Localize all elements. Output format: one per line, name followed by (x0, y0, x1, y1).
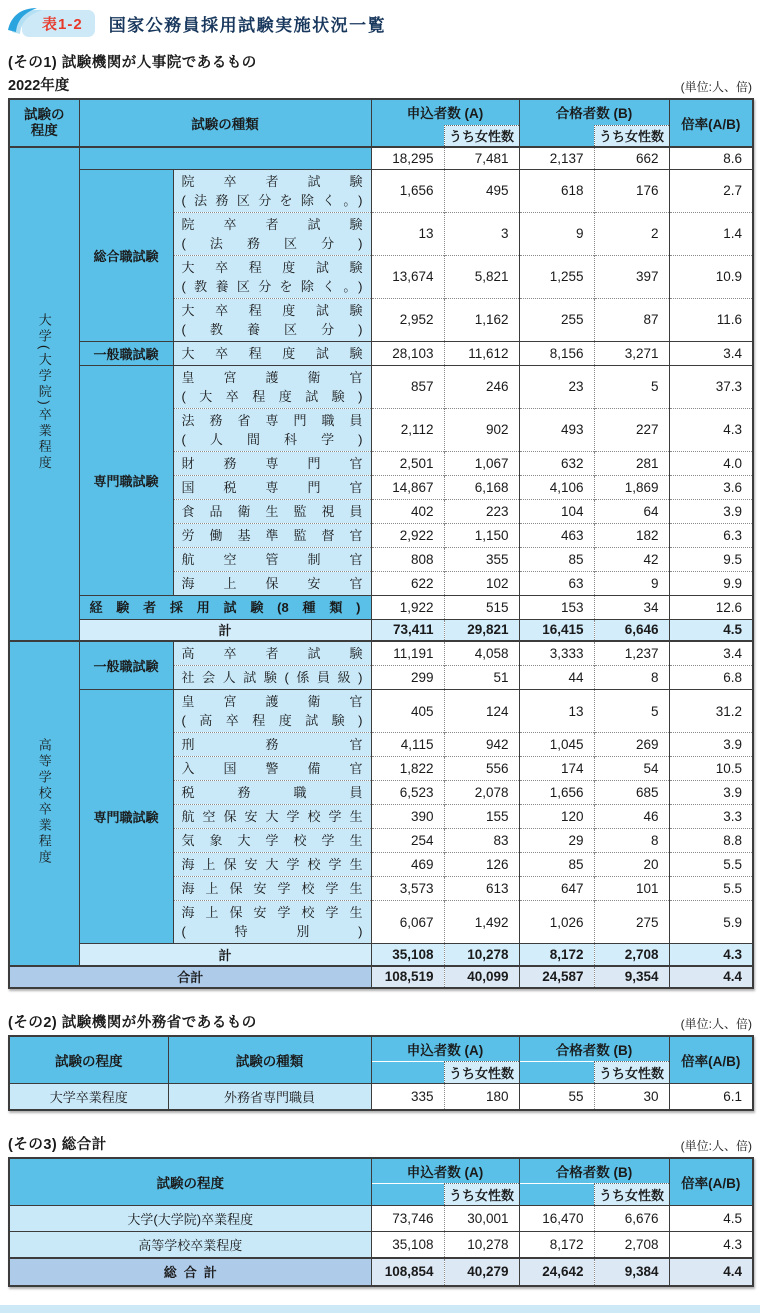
applicants-female: 10,278 (444, 944, 519, 966)
applicants: 405 (371, 690, 444, 733)
ratio: 4.4 (669, 1258, 753, 1286)
applicants-female: 1,162 (444, 298, 519, 341)
passers-female: 1,869 (594, 475, 669, 499)
header-female-applicants: うち女性数 (444, 1062, 519, 1084)
applicants: 2,112 (371, 408, 444, 451)
passers: 174 (519, 757, 594, 781)
exam-name-cell: 税務職員 (173, 781, 371, 805)
applicants-female: 613 (444, 877, 519, 901)
exam-name-cell: 大卒程度試験 (教養区分) (173, 298, 371, 341)
applicants: 808 (371, 547, 444, 571)
applicants: 390 (371, 805, 444, 829)
applicants-female: 556 (444, 757, 519, 781)
sogo-total-label-cell (79, 147, 371, 169)
passers: 29 (519, 829, 594, 853)
passers: 24,587 (519, 966, 594, 988)
applicants-female: 355 (444, 547, 519, 571)
applicants: 35,108 (371, 944, 444, 966)
header-row (9, 99, 753, 125)
header-ratio: 倍率(A/B) (669, 1036, 753, 1084)
applicants: 1,822 (371, 757, 444, 781)
ratio: 3.4 (669, 641, 753, 666)
applicants-female: 40,099 (444, 966, 519, 988)
passers: 618 (519, 169, 594, 212)
header-row (9, 1036, 753, 1062)
header-gap (371, 1062, 444, 1084)
exam-group-cell: 一般職試験 (79, 641, 173, 690)
table-row (9, 1206, 753, 1232)
applicants: 2,952 (371, 298, 444, 341)
passers: 24,642 (519, 1258, 594, 1286)
passers-female: 9,354 (594, 966, 669, 988)
passers-female: 3,271 (594, 341, 669, 365)
applicants: 73,746 (371, 1206, 444, 1232)
level-cell: 大学卒業程度 (9, 1084, 168, 1110)
ratio: 8.8 (669, 829, 753, 853)
exam-name-cell: 院卒者試験 (法務区分) (173, 212, 371, 255)
exam-name-cell: 高卒者試験 (173, 641, 371, 666)
applicants: 13,674 (371, 255, 444, 298)
header-gap (519, 1062, 594, 1084)
ratio: 1.4 (669, 212, 753, 255)
passers-female: 2 (594, 212, 669, 255)
applicants-female: 83 (444, 829, 519, 853)
passers-female: 42 (594, 547, 669, 571)
header-ratio: 倍率(A/B) (669, 1158, 753, 1206)
passers-female: 101 (594, 877, 669, 901)
ratio: 4.5 (669, 1206, 753, 1232)
header-gap (371, 125, 444, 147)
applicants-female: 4,058 (444, 641, 519, 666)
passers: 23 (519, 365, 594, 408)
exam-name-cell: 食品衛生監視員 (173, 499, 371, 523)
header-passers: 合格者数 (B) (519, 1158, 669, 1184)
ratio: 4.0 (669, 451, 753, 475)
applicants: 28,103 (371, 341, 444, 365)
section2-title: (その2) 試験機関が外務省であるもの (8, 1014, 257, 1031)
applicants-female: 902 (444, 408, 519, 451)
table-row (9, 595, 753, 619)
passers-female: 6,676 (594, 1206, 669, 1232)
table-row (9, 641, 753, 666)
unit-note: (単位:人、倍) (680, 1016, 752, 1031)
passers: 13 (519, 690, 594, 733)
ratio: 5.9 (669, 901, 753, 944)
passers-female: 2,708 (594, 1232, 669, 1258)
passers-female: 227 (594, 408, 669, 451)
level-cell: 高等学校卒業程度 (9, 641, 79, 966)
applicants-female: 6,168 (444, 475, 519, 499)
passers-female: 9 (594, 571, 669, 595)
applicants-female: 1,492 (444, 901, 519, 944)
passers: 104 (519, 499, 594, 523)
ratio: 4.3 (669, 408, 753, 451)
subtotal-row (9, 619, 753, 641)
passers: 16,415 (519, 619, 594, 641)
section1-title: (その1) 試験機関が人事院であるもの (8, 55, 257, 71)
ratio: 3.9 (669, 499, 753, 523)
applicants-female: 126 (444, 853, 519, 877)
grand-total-table (8, 1157, 754, 1287)
ratio: 10.5 (669, 757, 753, 781)
passers-female: 87 (594, 298, 669, 341)
ratio: 2.7 (669, 169, 753, 212)
passers: 255 (519, 298, 594, 341)
passers: 1,026 (519, 901, 594, 944)
table-row (9, 1232, 753, 1258)
exam-name-cell: 国税専門官 (173, 475, 371, 499)
applicants: 469 (371, 853, 444, 877)
passers: 85 (519, 547, 594, 571)
header-passers: 合格者数 (B) (519, 1036, 669, 1062)
applicants: 622 (371, 571, 444, 595)
passers-female: 281 (594, 451, 669, 475)
applicants: 402 (371, 499, 444, 523)
applicants-female: 495 (444, 169, 519, 212)
applicants: 1,656 (371, 169, 444, 212)
passers-female: 6,646 (594, 619, 669, 641)
passers-female: 9,384 (594, 1258, 669, 1286)
ratio: 5.5 (669, 853, 753, 877)
applicants: 13 (371, 212, 444, 255)
applicants-female: 942 (444, 733, 519, 757)
table-row (9, 1084, 753, 1110)
ratio: 12.6 (669, 595, 753, 619)
passers-female: 64 (594, 499, 669, 523)
exam-name-cell: 皇宮護衛官 (大卒程度試験) (173, 365, 371, 408)
grand-total-row (9, 1258, 753, 1286)
applicants-female: 10,278 (444, 1232, 519, 1258)
header-applicants: 申込者数 (A) (371, 1036, 519, 1062)
passers-female: 54 (594, 757, 669, 781)
applicants-female: 11,612 (444, 341, 519, 365)
passers: 85 (519, 853, 594, 877)
header-row (9, 1158, 753, 1184)
exam-group-cell: 専門職試験 (79, 365, 173, 595)
applicants-female: 40,279 (444, 1258, 519, 1286)
applicants-female: 180 (444, 1084, 519, 1110)
unit-note: (単位:人、倍) (680, 80, 752, 94)
passers: 1,255 (519, 255, 594, 298)
passers-female: 176 (594, 169, 669, 212)
page-bottom-strip (0, 1305, 760, 1313)
section1-heading-row (8, 51, 752, 72)
exam-name-cell: 院卒者試験 (法務区分を除く。) (173, 169, 371, 212)
ratio: 3.9 (669, 733, 753, 757)
passers: 647 (519, 877, 594, 901)
exam-name-cell: 入国警備官 (173, 757, 371, 781)
grand-total-label: 総合計 (9, 1258, 371, 1286)
passers: 4,106 (519, 475, 594, 499)
exam-name-cell: 海上保安官 (173, 571, 371, 595)
header-kind: 試験の種類 (79, 99, 371, 147)
applicants-female: 7,481 (444, 147, 519, 169)
ratio: 6.8 (669, 666, 753, 690)
applicants-female: 30,001 (444, 1206, 519, 1232)
level-cell: 大学(大学院)卒業程度 (9, 147, 79, 641)
applicants-female: 5,821 (444, 255, 519, 298)
applicants: 335 (371, 1084, 444, 1110)
applicants-female: 124 (444, 690, 519, 733)
header-level: 試験の程度 (9, 1158, 371, 1206)
ratio: 6.3 (669, 523, 753, 547)
ratio: 37.3 (669, 365, 753, 408)
ratio: 4.3 (669, 944, 753, 966)
passers: 632 (519, 451, 594, 475)
header-female-applicants: うち女性数 (444, 1184, 519, 1206)
exam-name-cell: 航空保安大学校学生 (173, 805, 371, 829)
passers-female: 8 (594, 666, 669, 690)
passers-female: 2,708 (594, 944, 669, 966)
ratio: 6.1 (669, 1084, 753, 1110)
exam-name-cell: 航空管制官 (173, 547, 371, 571)
applicants: 6,067 (371, 901, 444, 944)
passers: 63 (519, 571, 594, 595)
applicants-female: 102 (444, 571, 519, 595)
ratio: 4.3 (669, 1232, 753, 1258)
table-row (9, 690, 753, 733)
applicants: 18,295 (371, 147, 444, 169)
ratio: 10.9 (669, 255, 753, 298)
header-ratio: 倍率(A/B) (669, 99, 753, 147)
applicants: 2,501 (371, 451, 444, 475)
passers: 1,656 (519, 781, 594, 805)
passers: 8,172 (519, 944, 594, 966)
ratio: 3.3 (669, 805, 753, 829)
passers-female: 685 (594, 781, 669, 805)
exam-name-cell: 海上保安学校学生 (特別) (173, 901, 371, 944)
applicants-female: 3 (444, 212, 519, 255)
exam-name-cell: 法務省専門職員 (人間科学) (173, 408, 371, 451)
passers-female: 269 (594, 733, 669, 757)
passers: 120 (519, 805, 594, 829)
applicants-female: 51 (444, 666, 519, 690)
applicants: 35,108 (371, 1232, 444, 1258)
header-female-applicants: うち女性数 (444, 125, 519, 147)
jinji-exam-table (8, 98, 754, 989)
ratio: 5.5 (669, 877, 753, 901)
subtotal-label: 計 (79, 619, 371, 641)
header-female-passers: うち女性数 (594, 125, 669, 147)
wave-icon (8, 6, 44, 36)
passers-female: 8 (594, 829, 669, 853)
exam-group-cell: 専門職試験 (79, 690, 173, 944)
applicants-female: 223 (444, 499, 519, 523)
passers: 55 (519, 1084, 594, 1110)
applicants-female: 29,821 (444, 619, 519, 641)
exam-name-cell: 大卒程度試験 (教養区分を除く。) (173, 255, 371, 298)
passers-female: 275 (594, 901, 669, 944)
applicants: 3,573 (371, 877, 444, 901)
applicants: 2,922 (371, 523, 444, 547)
applicants: 14,867 (371, 475, 444, 499)
table-row (9, 365, 753, 408)
page-title: 国家公務員採用試験実施状況一覧 (108, 16, 387, 35)
header-passers: 合格者数 (B) (519, 99, 669, 125)
ratio: 3.9 (669, 781, 753, 805)
passers: 16,470 (519, 1206, 594, 1232)
applicants: 1,922 (371, 595, 444, 619)
passers-female: 30 (594, 1084, 669, 1110)
applicants: 4,115 (371, 733, 444, 757)
passers-female: 182 (594, 523, 669, 547)
passers: 44 (519, 666, 594, 690)
passers-female: 20 (594, 853, 669, 877)
applicants-female: 515 (444, 595, 519, 619)
header-applicants: 申込者数 (A) (371, 99, 519, 125)
applicants-female: 246 (444, 365, 519, 408)
header-female-passers: うち女性数 (594, 1062, 669, 1084)
table-row (9, 169, 753, 212)
applicants-female: 1,067 (444, 451, 519, 475)
passers: 493 (519, 408, 594, 451)
passers-female: 46 (594, 805, 669, 829)
table-number: 表1-2 (42, 16, 83, 33)
passers: 463 (519, 523, 594, 547)
ratio: 9.9 (669, 571, 753, 595)
applicants: 299 (371, 666, 444, 690)
passers-female: 5 (594, 690, 669, 733)
exam-group-cell: 総合職試験 (79, 169, 173, 341)
mofa-exam-table (8, 1035, 754, 1111)
applicants: 6,523 (371, 781, 444, 805)
ratio: 11.6 (669, 298, 753, 341)
passers-female: 5 (594, 365, 669, 408)
table-row (9, 341, 753, 365)
applicants: 857 (371, 365, 444, 408)
exam-name-cell: 皇宮護衛官 (高卒程度試験) (173, 690, 371, 733)
exam-name-cell: 経験者採用試験(8種類) (79, 595, 371, 619)
applicants: 73,411 (371, 619, 444, 641)
header-level: 試験の 程度 (9, 99, 79, 147)
ratio: 8.6 (669, 147, 753, 169)
passers: 9 (519, 212, 594, 255)
passers: 8,156 (519, 341, 594, 365)
fiscal-year: 2022年度 (8, 78, 70, 94)
ratio: 4.4 (669, 966, 753, 988)
applicants: 108,854 (371, 1258, 444, 1286)
header-gap (519, 1184, 594, 1206)
exam-name-cell: 社会人試験(係員級) (173, 666, 371, 690)
ratio: 9.5 (669, 547, 753, 571)
ratio: 3.6 (669, 475, 753, 499)
section2-heading-row (8, 1011, 752, 1032)
applicants: 11,191 (371, 641, 444, 666)
page-header (10, 10, 752, 37)
applicants: 254 (371, 829, 444, 853)
grand-total-row (9, 966, 753, 988)
passers-female: 34 (594, 595, 669, 619)
unit-note: (単位:人、倍) (680, 1138, 752, 1153)
passers: 1,045 (519, 733, 594, 757)
exam-group-cell: 一般職試験 (79, 341, 173, 365)
header-gap (371, 1184, 444, 1206)
exam-name-cell: 大卒程度試験 (173, 341, 371, 365)
section3-title: (その3) 総合計 (8, 1136, 107, 1153)
header-applicants: 申込者数 (A) (371, 1158, 519, 1184)
section1-subheading-row (8, 74, 752, 95)
grand-total-label: 合計 (9, 966, 371, 988)
header-female-passers: うち女性数 (594, 1184, 669, 1206)
passers: 153 (519, 595, 594, 619)
ratio: 4.5 (669, 619, 753, 641)
applicants-female: 1,150 (444, 523, 519, 547)
applicants-female: 2,078 (444, 781, 519, 805)
applicants: 108,519 (371, 966, 444, 988)
passers-female: 1,237 (594, 641, 669, 666)
passers-female: 662 (594, 147, 669, 169)
header-kind: 試験の種類 (168, 1036, 371, 1084)
header-gap (519, 125, 594, 147)
exam-name-cell: 労働基準監督官 (173, 523, 371, 547)
exam-name-cell: 刑務官 (173, 733, 371, 757)
section3-heading-row (8, 1133, 752, 1154)
header-level: 試験の程度 (9, 1036, 168, 1084)
table-number-badge (22, 10, 95, 37)
ratio: 3.4 (669, 341, 753, 365)
exam-name-cell: 海上保安大学校学生 (173, 853, 371, 877)
subtotal-label: 計 (79, 944, 371, 966)
exam-name-cell: 外務省専門職員 (168, 1084, 371, 1110)
exam-name-cell: 海上保安学校学生 (173, 877, 371, 901)
applicants-female: 155 (444, 805, 519, 829)
passers-female: 397 (594, 255, 669, 298)
passers: 8,172 (519, 1232, 594, 1258)
ratio: 31.2 (669, 690, 753, 733)
level-cell: 大学(大学院)卒業程度 (9, 1206, 371, 1232)
group-total-row (9, 147, 753, 169)
passers: 2,137 (519, 147, 594, 169)
level-cell: 高等学校卒業程度 (9, 1232, 371, 1258)
exam-name-cell: 気象大学校学生 (173, 829, 371, 853)
exam-name-cell: 財務専門官 (173, 451, 371, 475)
passers: 3,333 (519, 641, 594, 666)
subtotal-row (9, 944, 753, 966)
